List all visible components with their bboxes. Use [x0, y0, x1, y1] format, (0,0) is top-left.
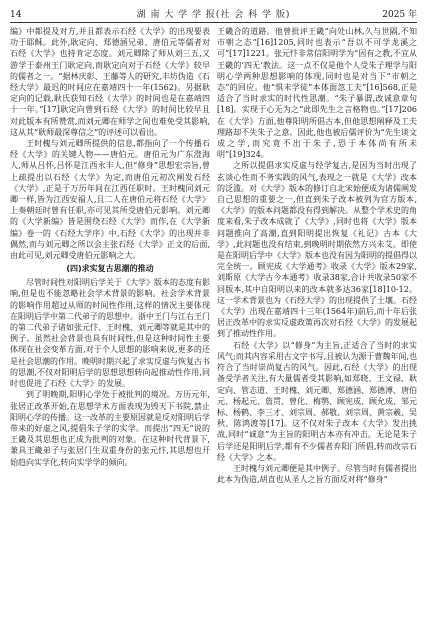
paragraph: 王畿合的道路。他曾批评王畿“向处山林,久与世隔,不知市朝之态”[16]1205,同时也表示“吾以不可学龙溪之可”[17]1221。张元忭非常信阳明学为“因有之教,不宜从王畿的‘四无’教法。这一点不仅是他个人受朱子理学与阳明心学两种思想影响的体现,同时也是对当下“市朝之态”的回应。他“惧末学徒”本体面忽工夫”[16]568,正是适合了当时求实的时代性思潮。“朱子暴谓,改诚意章句[18]。实现于心无为之“此即先生之言格物也。”[17]206在《大学》方面,他尊阳明所倡古本,但他思想阐释及工夫理路却不失朱子之意。因此,他也被后儒评价为“先生谈文成之学,而究竟不出于朱子,恐于本体尚有所未明”[19]324。	[217, 27, 417, 160]
section-heading: (四)求实复古思潮的推动	[66, 264, 154, 274]
paragraph: 尽管时间性对阳明后学关于《大学》版本的态度有影响,但是也不能忽略社会学术背景的影响。社会学术背景的影响作用超过从师的时间性作用,这样的情况主要体现在阳明后学中第二代弟子的思想中。浙中王门与江右王门的第二代弟子诸如张元忭、王时槐、刘元卿等就是其中的例子。虽然社会背景也具有时间性,但是这种时间性主要体现在社会变革方面,对于个人思想的影响来说,更多的还是社会思潮的作用。晚明时期兴起了求实反虚与恢复古书的思潮,不仅对阳明后学的思想思想转向起推动性作用,同时也促进了石经《大学》的发展。	[10, 278, 210, 389]
left-column	[10, 26, 210, 632]
paragraph: 编》中都提及对方,并且都表示石经《大学》的出现要表功于耶稣。此外,耿定向、郑德涵兄弟、唐伯元等儒者对石经《大学》也持肯定态度。刘元卿除了师从刘三五,又游学于泰州王门耿定向,而耿定向对于石经《大学》较早的儒者之一。“据林庆彰、王藤等人的研究,丰坊伪造《石经大学》最迟的时间应在嘉靖四十一年(1562)。另据耿定向的记载,耿氏获知石经《大学》的时间也是在嘉靖四十一年。”[17]耿定向曾到石经《大学》的时间比较早且对此版本有所赞赏,而刘元卿在师学之间也难免受其影响,这从其“耿师最深尊信之”的评述可以看出。	[10, 27, 210, 137]
issue-year: 2025 年	[382, 10, 417, 20]
paragraph: 王时槐与刘元卿所提供的信息,都指向了一个传播石经《大学》的关键人物——唐伯元。唐伯元为广东澄海人,师从吕怀,吕怀是江西永丰人,但“修身”思想宏宗旨,曾上疏提出以石经《大学》为定,而唐伯元初次阐发石经《大学》,正是于万历年间在江西任职时。王时槐同刘元卿一样,皆为江西安福人,且二人在唐伯元将石经《大学》上奏朝廷时曾有任职,亦可见其所受唐伯元影响。刘元卿的《大学新编》皆是围绕石经《大学》而作,在《大学新编》卷一的《石经大学序》中,石经《大学》的出现并非偶然,而与刘元卿之所以会主张石经《大学》正文的后面,由此可见,刘元卿受唐伯元影响之大。	[10, 139, 210, 261]
journal-title: 湖 南 大 学 学 报(社 会 科 学 版)	[136, 10, 291, 20]
paragraph: 王时槐与刘元卿便是其中例子。尽管当时有儒者提出此本为伪造,胡直也从圣人之旨方面反对将“修身”	[217, 463, 417, 485]
paragraph: 之所以提倡求实反虚与经学复古,是因为当时出现了玄谈心性而不务实践的风气,表现之一就是《大学》改本的泛滥。对《大学》版本的修订自北宋始便成为诸儒阐发自己思想的重要之一,但直到朱子改本被列为官方版本,《大学》的版本问题都没有得到解决。从整个学术史的角度来看,朱子改本成就了《大学》,同时也将《大学》版本问题推向了高潮,直到阳明提出恢复《礼记》古本《大学》,此问题也没有结束,到晚明时期依然方兴未艾。即使是在阳明后学中《大学》版本也没有因为阳明的提倡得以完全统一。顾宪成《大学通考》收录《大学》版本29家,刘斯原《大学古今本通考》收录38家,合计共收录50家不同版本,其中自阳明以来的改本就多达36家[18]10-12。这一学术背景也为《石经大学》的出现提供了土壤。石经《大学》出现在嘉靖四十三年(1564年)前后,而十年后张居正改革中的求实反虚政策再次对石经《大学》的发展起到了推动性作用。	[217, 161, 417, 339]
paragraph: 到了明晚期,阳明心学处于被批判的境况。万历元年,张居正改革开始,在思想学术方面表现为毁天下书院,禁止阳明心学的传播。这一改革的主要原因就是反对阳明后学带来的好虚之风,提倡朱子学的实学。而提出“四无”说的王畿及其思想也正成为批判的对象。在这种时代背景下,兼具王畿弟子与张居门生双重身份的张元忭,其思想也开始趋向实学化,转向实学学的倾向。	[10, 390, 210, 467]
running-header	[10, 8, 417, 23]
paragraph: 石经《大学》以“修身”为主旨,正适合了当时的求实风气;而其内容采用古文字书写,且被认为源于曹魏年间,也符合了当时崇尚复古的风气。因此,石经《大学》的出现备受学者关注,有大量儒者受其影响,如郑晓、王文禄、耿定向、管志道、王时槐、刘元卿、郑德涵、郑德溥、唐伯元、杨起元、詹贯、曾化、梅鹗、顾宪成、顾允成、邹元标、杨鹤、李三才、刘宗周、郝敬、刘宗周、黄宗羲、吴秋、陈鸿渡等[17]。这不仅对朱子改本《大学》发出挑战,同时“诚意”为主旨的阳明古本亦有冲击。无论是朱子后学还是阳明后学,都有不少儒者弃阳门所倡,转而改宗石经《大学》之本。	[217, 340, 417, 462]
page-number: 14	[10, 10, 22, 20]
right-column	[217, 26, 417, 632]
